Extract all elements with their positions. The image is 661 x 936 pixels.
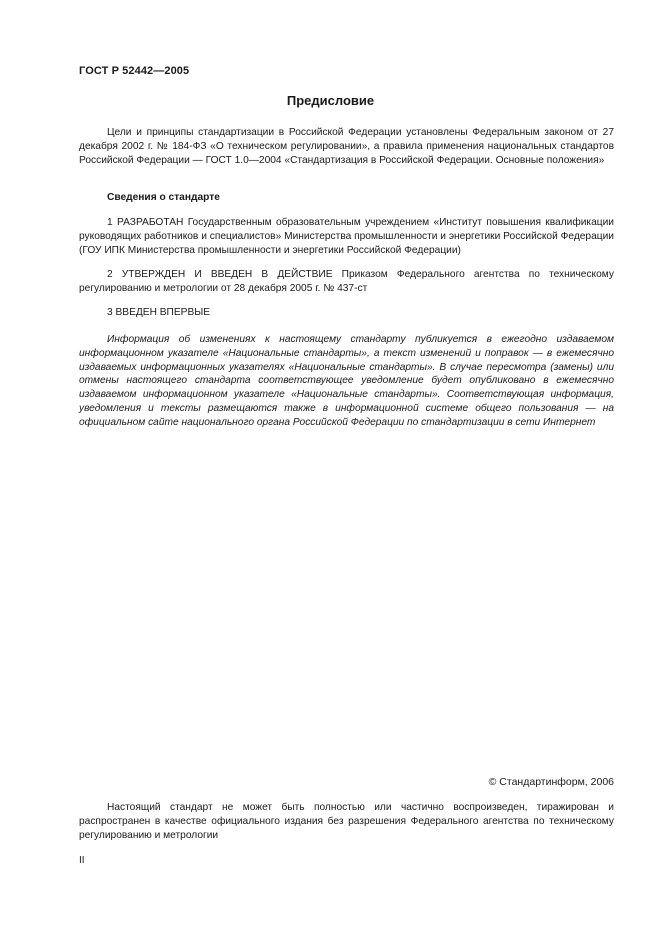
copyright-line: © Стандартинформ, 2006 [488,776,614,788]
subheading-standard-info: Сведения о стандарте [107,192,220,203]
intro-paragraph: Цели и принципы стандартизации в Российской Федерации установлены Федеральным законом от 27 декабря 2002 г. № 184-ФЗ «О техническом регулировании», а правила применения национальных стандартов Российской Федерации — ГОСТ 1.0—2004 «Стандартизация в Российской Федерации. Основные положения» [79,127,614,166]
document-id-header: ГОСТ Р 52442—2005 [79,65,190,77]
section-title: Предисловие [286,93,375,108]
item-introduced: 3 ВВЕДЕН ВПЕРВЫЕ [107,307,211,318]
reproduction-notice: Настоящий стандарт не может быть полностью или частично воспроизведен, тиражирован и распространен в качестве официального издания без разрешения Федерального агентства по техническому регулированию и метрологии [79,802,614,841]
info-paragraph: Информация об изменениях к настоящему стандарту публикуется в ежегодно издаваемом информационном указателе «Национальные стандарты», а текст изменений и поправок — в ежемесячно издаваемых информационных указателях «Национальные стандарты». В случае пересмотра (замены) или отмены настоящего стандарта соответствующее уведомление будет опубликовано в ежемесячно издаваемом информационном указателе «Национальные стандарты». Соответствующая информация, уведомления и тексты размещаются также в информационной системе общего пользования — на официальном сайте национального органа Российской Федерации по стандартизации в сети Интернет [79,334,614,428]
page-number: II [79,855,85,866]
item-developed: 1 РАЗРАБОТАН Государственным образовательным учреждением «Институт повышения квалификации руководящих работников и специалистов» Министерства промышленности и энергетики Российской Федерации (ГОУ ИПК Министерства промышленности и энергетики Российской Федерации) [79,217,614,256]
item-approved: 2 УТВЕРЖДЕН И ВВЕДЕН В ДЕЙСТВИЕ Приказом Федерального агентства по техническому регулированию и метрологии от 28 декабря 2005 г. № 437-ст [79,269,614,294]
